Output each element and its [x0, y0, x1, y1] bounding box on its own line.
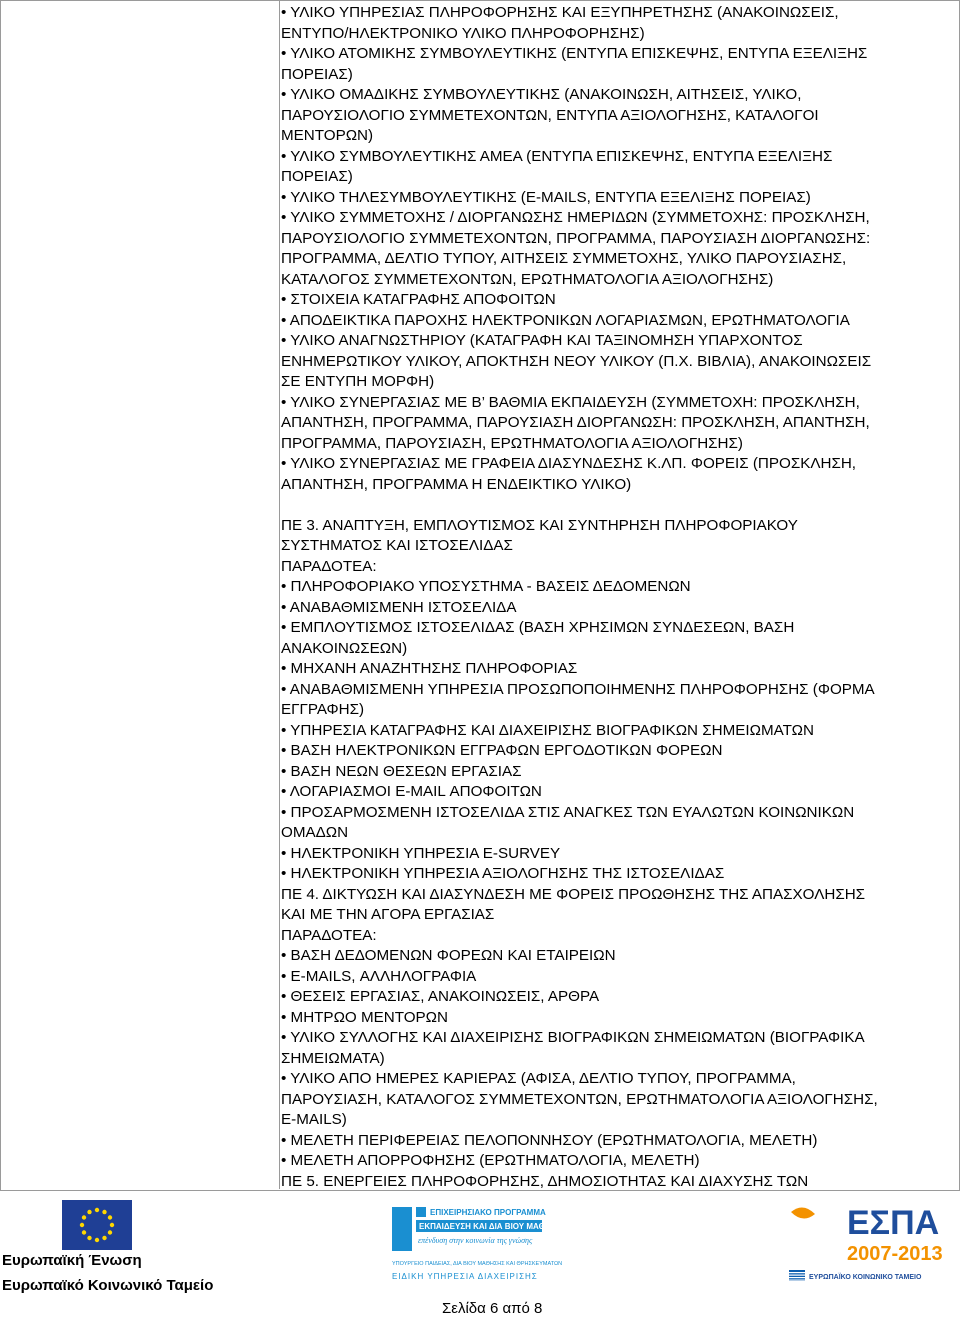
logo-line4: ΥΠΟΥΡΓΕΙΟ ΠΑΙΔΕΙΑΣ, ΔΙΑ ΒΙΟΥ ΜΑΘΗΣΗΣ ΚΑΙ ΘΡΗΣΚΕΥΜΑΤΩΝ [392, 1261, 563, 1267]
text-line: • ΣΤΟΙΧΕΙΑ ΚΑΤΑΓΡΑΦΗΣ ΑΠΟΦΟΙΤΩΝ [281, 291, 556, 308]
text-line: • ΜΗΤΡΩΟ ΜΕΝΤΟΡΩΝ [281, 1008, 448, 1026]
text-line: • ΑΝΑΒΑΘΜΙΣΜΕΝΗ ΙΣΤΟΣΕΛΙΔΑ [281, 598, 517, 616]
text-line: ΠΕ 3. ΑΝΑΠΤΥΞΗ, ΕΜΠΛΟΥΤΙΣΜΟΣ ΚΑΙ ΣΥΝΤΗΡΗΣΗ ΠΛΗΡΟΦΟΡΙΑΚΟΥ [281, 516, 798, 534]
logo-line2: ΕΚΠΑΙΔΕΥΣΗ ΚΑΙ ΔΙΑ ΒΙΟΥ ΜΑΘΗΣΗ [419, 1222, 562, 1231]
text-line: • ΥΛΙΚΟ ΥΠΗΡΕΣΙΑΣ ΠΛΗΡΟΦΟΡΗΣΗΣ ΚΑΙ ΕΞΥΠΗΡΕΤΗΣΗΣ (ΑΝΑΚΟΙΝΩΣΕΙΣ, [281, 4, 839, 21]
text-line: ΠΑΡΟΥΣΙΟΛΟΓΙΟ ΣΥΜΜΕΤΕΧΟΝΤΩΝ, ΕΝΤΥΠΑ ΑΞΙΟΛΟΓΗΣΗΣ, ΚΑΤΑΛΟΓΟΙ [281, 106, 819, 124]
eu-star-icon [108, 1230, 112, 1234]
text-line: • ΒΑΣΗ ΔΕΔΟΜΕΝΩΝ ΦΟΡΕΩΝ ΚΑΙ ΕΤΑΙΡΕΙΩΝ [281, 947, 616, 964]
text-line: ΣΗΜΕΙΩΜΑΤΑ) [281, 1049, 385, 1067]
text-line: • ΑΠΟΔΕΙΚΤΙΚΑ ΠΑΡΟΧΗΣ ΗΛΕΚΤΡΟΝΙΚΩΝ ΛΟΓΑΡΙΑΣΜΩΝ, ΕΡΩΤΗΜΑΤΟΛΟΓΙΑ [281, 311, 850, 329]
esf-label: Ευρωπαϊκό Κοινωνικό Ταμείο [2, 1277, 214, 1294]
text-line: ΠΑΡΟΥΣΙΑΣΗ, ΚΑΤΑΛΟΓΟΣ ΣΥΜΜΕΤΕΧΟΝΤΩΝ, ΕΡΩΤΗΜΑΤΟΛΟΓΙΑ ΑΞΙΟΛΟΓΗΣΗΣ, [281, 1090, 878, 1108]
text-line: • ΘΕΣΕΙΣ ΕΡΓΑΣΙΑΣ, ΑΝΑΚΟΙΝΩΣΕΙΣ, ΑΡΘΡΑ [281, 988, 600, 1005]
text-line: • ΥΛΙΚΟ ΑΤΟΜΙΚΗΣ ΣΥΜΒΟΥΛΕΥΤΙΚΗΣ (ΕΝΤΥΠΑ ΕΠΙΣΚΕΨΗΣ, ΕΝΤΥΠΑ ΕΞΕΛΙΞΗΣ [281, 45, 868, 62]
text-line: • ΜΗΧΑΝΗ ΑΝΑΖΗΤΗΣΗΣ ΠΛΗΡΟΦΟΡΙΑΣ [281, 660, 578, 677]
eu-star-icon [95, 1208, 99, 1212]
text-line: ΜΕΝΤΟΡΩΝ) [281, 127, 374, 144]
text-line: ΚΑΙ ΜΕ ΤΗΝ ΑΓΟΡΑ ΕΡΓΑΣΙΑΣ [281, 906, 495, 923]
espa-years: 2007-2013 [847, 1243, 943, 1265]
eu-star-icon [102, 1236, 106, 1240]
eu-star-icon [87, 1236, 91, 1240]
eu-flag-icon [62, 1200, 132, 1250]
greek-flag-icon [789, 1270, 805, 1281]
text-line: • ΥΛΙΚΟ ΣΥΛΛΟΓΗΣ ΚΑΙ ΔΙΑΧΕΙΡΙΣΗΣ ΒΙΟΓΡΑΦΙΚΩΝ ΣΗΜΕΙΩΜΑΤΩΝ (ΒΙΟΓΡΑΦΙΚΑ [281, 1029, 865, 1046]
text-line: ΠΡΟΓΡΑΜΜΑ, ΠΑΡΟΥΣΙΑΣΗ, ΕΡΩΤΗΜΑΤΟΛΟΓΙΑ ΑΞΙΟΛΟΓΗΣΗΣ) [281, 434, 743, 452]
text-line: ΕΝΤΥΠΟ/ΗΛΕΚΤΡΟΝΙΚΟ ΥΛΙΚΟ ΠΛΗΡΟΦΟΡΗΣΗΣ) [281, 24, 645, 42]
text-line: ΕΝΗΜΕΡΩΤΙΚΟΥ ΥΛΙΚΟΥ, ΑΠΟΚΤΗΣΗ ΝΕΟΥ ΥΛΙΚΟΥ (Π.Χ. ΒΙΒΛΙΑ), ΑΝΑΚΟΙΝΩΣΕΙΣ [281, 352, 872, 370]
text-line: • ΥΛΙΚΟ ΤΗΛΕΣΥΜΒΟΥΛΕΥΤΙΚΗΣ (E-MAILS, ΕΝΤΥΠΑ ΕΞΕΛΙΞΗΣ ΠΟΡΕΙΑΣ) [281, 188, 811, 206]
espa-logo [789, 1200, 949, 1296]
eu-star-icon [108, 1215, 112, 1219]
eu-star-icon [110, 1223, 114, 1227]
text-line: • ΥΛΙΚΟ ΑΝΑΓΝΩΣΤΗΡΙΟΥ (ΚΑΤΑΓΡΑΦΗ ΚΑΙ ΤΑΞΙΝΟΜΗΣΗ ΥΠΑΡΧΟΝΤΟΣ [281, 332, 803, 349]
text-line: ΑΠΑΝΤΗΣΗ, ΠΡΟΓΡΑΜΜΑ, ΠΑΡΟΥΣΙΑΣΗ ΔΙΟΡΓΑΝΩΣΗ: ΠΡΟΣΚΛΗΣΗ, ΑΠΑΝΤΗΣΗ, [281, 414, 870, 431]
logo-bar-icon [392, 1207, 412, 1251]
logo-line5: ΕΙΔΙΚΗ ΥΠΗΡΕΣΙΑ ΔΙΑΧΕΙΡΙΣΗΣ [392, 1272, 538, 1281]
text-line: • ΒΑΣΗ ΝΕΩΝ ΘΕΣΕΩΝ ΕΡΓΑΣΙΑΣ [281, 762, 522, 780]
left-table-cell [0, 0, 280, 1189]
text-line: ΑΠΑΝΤΗΣΗ, ΠΡΟΓΡΑΜΜΑ Η ΕΝΔΕΙΚΤΙΚΟ ΥΛΙΚΟ) [281, 475, 632, 493]
text-line: • ΗΛΕΚΤΡΟΝΙΚΗ ΥΠΗΡΕΣΙΑ E-SURVEY [281, 844, 561, 862]
logo-line1: ΕΠΙΧΕΙΡΗΣΙΑΚΟ ΠΡΟΓΡΑΜΜΑ [430, 1208, 546, 1217]
espa-swirl-icon [791, 1207, 815, 1218]
text-line: ΠΟΡΕΙΑΣ) [281, 65, 353, 83]
logo-line3: επένδυση στην κοινωνία της γνώσης [418, 1236, 533, 1245]
text-line: ΚΑΤΑΛΟΓΟΣ ΣΥΜΜΕΤΕΧΟΝΤΩΝ, ΕΡΩΤΗΜΑΤΟΛΟΓΙΑ ΑΞΙΟΛΟΓΗΣΗΣ) [281, 270, 774, 288]
document-body [281, 3, 957, 1192]
text-line: • ΒΑΣΗ ΗΛΕΚΤΡΟΝΙΚΩΝ ΕΓΓΡΑΦΩΝ ΕΡΓΟΔΟΤΙΚΩΝ ΦΟΡΕΩΝ [281, 742, 723, 759]
text-line: ΕΓΓΡΑΦΗΣ) [281, 701, 365, 718]
lifelong-learning-logo [392, 1203, 563, 1285]
text-line: • ΥΛΙΚΟ ΣΥΜΒΟΥΛΕΥΤΙΚΗΣ ΑΜΕΑ (ΕΝΤΥΠΑ ΕΠΙΣΚΕΨΗΣ, ΕΝΤΥΠΑ ΕΞΕΛΙΞΗΣ [281, 147, 833, 165]
text-line: • ΥΛΙΚΟ ΟΜΑΔΙΚΗΣ ΣΥΜΒΟΥΛΕΥΤΙΚΗΣ (ΑΝΑΚΟΙΝΩΣΗ, ΑΙΤΗΣΕΙΣ, ΥΛΙΚΟ, [281, 86, 802, 103]
text-line: ΣΥΣΤΗΜΑΤΟΣ ΚΑΙ ΙΣΤΟΣΕΛΙΔΑΣ [281, 537, 513, 554]
eu-star-icon [87, 1210, 91, 1214]
text-line: • ΥΛΙΚΟ ΣΥΝΕΡΓΑΣΙΑΣ ΜΕ ΓΡΑΦΕΙΑ ΔΙΑΣΥΝΔΕΣΗΣ Κ.ΛΠ. ΦΟΡΕΙΣ (ΠΡΟΣΚΛΗΣΗ, [281, 455, 857, 472]
text-line: • ΜΕΛΕΤΗ ΠΕΡΙΦΕΡΕΙΑΣ ΠΕΛΟΠΟΝΝΗΣΟΥ (ΕΡΩΤΗΜΑΤΟΛΟΓΙΑ, ΜΕΛΕΤΗ) [281, 1131, 818, 1149]
eu-star-icon [95, 1238, 99, 1242]
text-line: • ΛΟΓΑΡΙΑΣΜΟΙ E-MAIL ΑΠΟΦΟΙΤΩΝ [281, 783, 542, 800]
text-line: ΠΕ 4. ΔΙΚΤΥΩΣΗ ΚΑΙ ΔΙΑΣΥΝΔΕΣΗ ΜΕ ΦΟΡΕΙΣ ΠΡΟΩΘΗΣΗΣ ΤΗΣ ΑΠΑΣΧΟΛΗΣΗΣ [281, 885, 866, 903]
eu-label: Ευρωπαϊκή Ένωση [2, 1252, 142, 1269]
text-line: • ΥΛΙΚΟ ΣΥΜΜΕΤΟΧΗΣ / ΔΙΟΡΓΑΝΩΣΗΣ ΗΜΕΡΙΔΩΝ (ΣΥΜΜΕΤΟΧΗΣ: ΠΡΟΣΚΛΗΣΗ, [281, 209, 870, 226]
text-line: ΣΕ ΕΝΤΥΠΗ ΜΟΡΦΗ) [281, 373, 435, 390]
text-line: • ΠΛΗΡΟΦΟΡΙΑΚΟ ΥΠΟΣΥΣΤΗΜΑ - ΒΑΣΕΙΣ ΔΕΔΟΜΕΝΩΝ [281, 578, 691, 595]
text-line: • ΥΛΙΚΟ ΑΠΟ ΗΜΕΡΕΣ ΚΑΡΙΕΡΑΣ (ΑΦΙΣΑ, ΔΕΛΤΙΟ ΤΥΠΟΥ, ΠΡΟΓΡΑΜΜΑ, [281, 1070, 796, 1087]
eu-star-icon [82, 1230, 86, 1234]
text-line: • ΥΛΙΚΟ ΣΥΝΕΡΓΑΣΙΑΣ ΜΕ Β’ ΒΑΘΜΙΑ ΕΚΠΑΙΔΕΥΣΗ (ΣΥΜΜΕΤΟΧΗ: ΠΡΟΣΚΛΗΣΗ, [281, 393, 860, 411]
text-line: • ΑΝΑΒΑΘΜΙΣΜΕΝΗ ΥΠΗΡΕΣΙΑ ΠΡΟΣΩΠΟΠΟΙΗΜΕΝΗΣ ΠΛΗΡΟΦΟΡΗΣΗΣ (ΦΟΡΜΑ [281, 680, 875, 698]
text-line: • E-MAILS, ΑΛΛΗΛΟΓΡΑΦΙΑ [281, 967, 477, 985]
text-line: • ΥΠΗΡΕΣΙΑ ΚΑΤΑΓΡΑΦΗΣ ΚΑΙ ΔΙΑΧΕΙΡΙΣΗΣ ΒΙΟΓΡΑΦΙΚΩΝ ΣΗΜΕΙΩΜΑΤΩΝ [281, 721, 814, 739]
text-line: • ΕΜΠΛΟΥΤΙΣΜΟΣ ΙΣΤΟΣΕΛΙΔΑΣ (ΒΑΣΗ ΧΡΗΣΙΜΩΝ ΣΥΝΔΕΣΕΩΝ, ΒΑΣΗ [281, 619, 795, 636]
text-line: ΑΝΑΚΟΙΝΩΣΕΩΝ) [281, 639, 408, 657]
text-line: ΠΑΡΑΔΟΤΕΑ: [281, 926, 377, 944]
text-line: • ΗΛΕΚΤΡΟΝΙΚΗ ΥΠΗΡΕΣΙΑ ΑΞΙΟΛΟΓΗΣΗΣ ΤΗΣ ΙΣΤΟΣΕΛΙΔΑΣ [281, 865, 725, 882]
text-line: ΟΜΑΔΩΝ [281, 824, 349, 841]
espa-sub: ΕΥΡΩΠΑΪΚΟ ΚΟΙΝΩΝΙΚΟ ΤΑΜΕΙΟ [809, 1274, 922, 1281]
text-line: E-MAILS) [281, 1111, 347, 1128]
eu-star-icon [80, 1223, 84, 1227]
text-line: ΠΑΡΑΔΟΤΕΑ: [281, 557, 377, 575]
eu-star-icon [102, 1210, 106, 1214]
page-footer [0, 1190, 960, 1317]
page-number: Σελίδα 6 από 8 [442, 1300, 543, 1317]
text-line: ΠΕ 5. ΕΝΕΡΓΕΙΕΣ ΠΛΗΡΟΦΟΡΗΣΗΣ, ΔΗΜΟΣΙΟΤΗΤΑΣ ΚΑΙ ΔΙΑΧΥΣΗΣ ΤΩΝ [281, 1172, 809, 1190]
text-line: ΠΑΡΟΥΣΙΟΛΟΓΙΟ ΣΥΜΜΕΤΕΧΟΝΤΩΝ, ΠΡΟΓΡΑΜΜΑ, ΠΑΡΟΥΣΙΑΣΗ ΔΙΟΡΓΑΝΩΣΗΣ: [281, 229, 871, 247]
blank-line [281, 495, 957, 516]
text-line: ΠΟΡΕΙΑΣ) [281, 168, 353, 185]
text-line: • ΜΕΛΕΤΗ ΑΠΟΡΡΟΦΗΣΗΣ (ΕΡΩΤΗΜΑΤΟΛΟΓΙΑ, ΜΕΛΕΤΗ) [281, 1152, 700, 1169]
text-line: • ΠΡΟΣΑΡΜΟΣΜΕΝΗ ΙΣΤΟΣΕΛΙΔΑ ΣΤΙΣ ΑΝΑΓΚΕΣ ΤΩΝ ΕΥΑΛΩΤΩΝ ΚΟΙΝΩΝΙΚΩΝ [281, 803, 855, 821]
espa-title: ΕΣΠΑ [847, 1204, 940, 1242]
eu-star-icon [82, 1215, 86, 1219]
text-line: ΠΡΟΓΡΑΜΜΑ, ΔΕΛΤΙΟ ΤΥΠΟΥ, ΑΙΤΗΣΕΙΣ ΣΥΜΜΕΤΟΧΗΣ, ΥΛΙΚΟ ΠΑΡΟΥΣΙΑΣΗΣ, [281, 250, 847, 267]
